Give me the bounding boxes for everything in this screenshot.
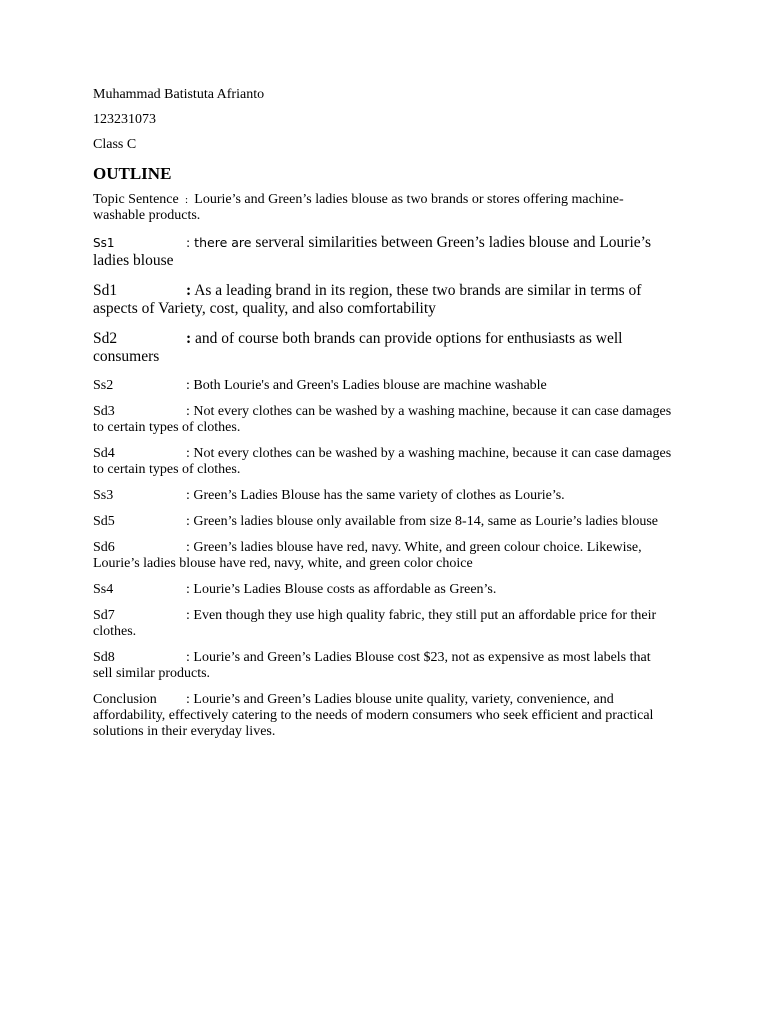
outline-title: OUTLINE	[93, 164, 172, 183]
row-label: Sd8	[93, 650, 115, 665]
outline-row-sd5	[93, 514, 673, 530]
outline-row-sd8	[93, 650, 673, 682]
row-label: Sd7	[93, 608, 115, 623]
row-colon: :	[186, 330, 192, 347]
topic-label: Topic Sentence	[93, 192, 179, 207]
outline-row-ss3	[93, 488, 673, 504]
topic-colon: :	[182, 194, 191, 206]
row-label: Sd1	[93, 282, 118, 299]
row-text: serveral similarities between Green’s ladies blouse and Lourie’s ladies blouse	[93, 234, 651, 269]
row-label: Sd3	[93, 404, 115, 419]
outline-row-ss2	[93, 378, 673, 394]
document-page	[93, 86, 673, 750]
row-text: : Green’s ladies blouse only available from size 8-14, same as Lourie’s ladies blouse	[186, 514, 658, 529]
row-text: : Lourie’s and Green’s Ladies blouse unite quality, variety, convenience, and affordability, effectively catering to the needs of modern consumers who seek efficient and practical solutions in their everyday lives.	[93, 692, 654, 739]
outline-row-sd7	[93, 608, 673, 640]
student-class: Class C	[93, 137, 137, 152]
row-colon: :	[186, 282, 192, 299]
outline-row-ss4	[93, 582, 673, 598]
topic-text: Lourie’s and Green’s ladies blouse as two brands or stores offering machine-washable products.	[93, 192, 624, 223]
row-label: Sd6	[93, 540, 115, 555]
row-label: Ss3	[93, 488, 114, 503]
row-text: : Not every clothes can be washed by a washing machine, because it can case damages to certain types of clothes.	[93, 404, 672, 435]
row-label: Ss2	[93, 378, 114, 393]
row-text: : Lourie’s Ladies Blouse costs as affordable as Green’s.	[186, 582, 497, 597]
row-label: Sd2	[93, 330, 118, 347]
row-text: : Lourie’s and Green’s Ladies Blouse cost $23, not as expensive as most labels that sell similar products.	[93, 650, 651, 681]
row-label: Ss4	[93, 582, 114, 597]
outline-row-sd6	[93, 540, 673, 572]
student-name: Muhammad Batistuta Afrianto	[93, 87, 265, 102]
outline-row-ss1	[93, 234, 673, 270]
row-label: Ss1	[93, 236, 115, 250]
outline-row-sd2	[93, 330, 673, 366]
row-text: : Even though they use high quality fabric, they still put an affordable price for their clothes.	[93, 608, 657, 639]
outline-row-conclusion	[93, 692, 673, 740]
row-text: and of course both brands can provide options for enthusiasts as well consumers	[93, 330, 623, 365]
row-text: : Green’s ladies blouse have red, navy. White, and green colour choice. Likewise, Lourie’s ladies blouse have red, navy, white, and green color choice	[93, 540, 642, 571]
student-id: 123231073	[93, 112, 156, 127]
row-text: As a leading brand in its region, these two brands are similar in terms of aspects of Variety, cost, quality, and also comfortability	[93, 282, 642, 317]
outline-row-sd1	[93, 282, 673, 318]
topic-sentence	[93, 192, 673, 224]
row-label: Conclusion	[93, 692, 157, 707]
outline-row-sd3	[93, 404, 673, 436]
row-lead: : there are	[186, 235, 256, 250]
row-label: Sd4	[93, 446, 115, 461]
row-text: : Green’s Ladies Blouse has the same variety of clothes as Lourie’s.	[186, 488, 565, 503]
row-text: : Both Lourie's and Green's Ladies blouse are machine washable	[186, 378, 547, 393]
outline-row-sd4	[93, 446, 673, 478]
row-label: Sd5	[93, 514, 115, 529]
row-text: : Not every clothes can be washed by a washing machine, because it can case damages to certain types of clothes.	[93, 446, 672, 477]
